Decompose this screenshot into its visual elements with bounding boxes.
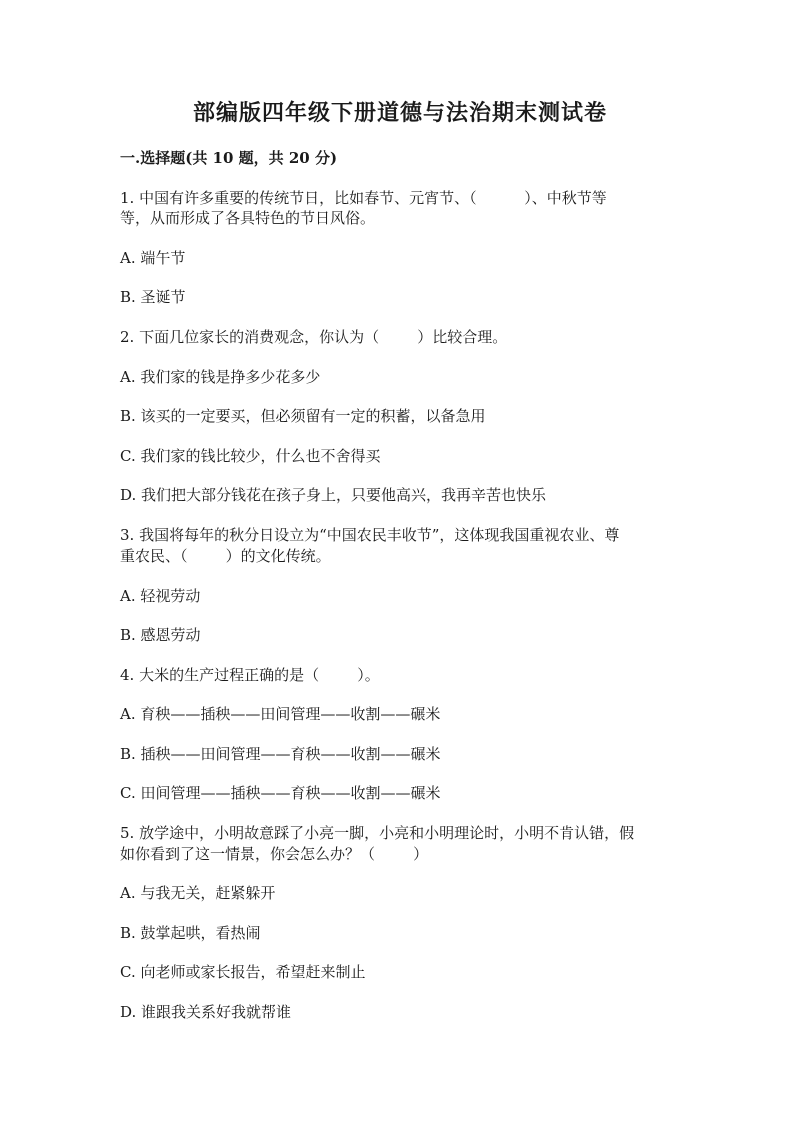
section-heading: 一.选择题(共 10 题，共 20 分): [120, 149, 338, 167]
question-1-option-b: B. 圣诞节: [120, 288, 186, 306]
question-5-option-d: D. 谁跟我关系好我就帮谁: [120, 1003, 292, 1021]
question-3-stem-line-1: 3. 我国将每年的秋分日设立为“中国农民丰收节”，这体现我国重视农业、尊: [120, 526, 620, 544]
question-5-option-c: C. 向老师或家长报告，希望赶来制止: [120, 963, 366, 981]
question-5-stem-line-2: 如你看到了这一情景，你会怎么办？（ ）: [120, 845, 429, 863]
question-2-stem-line-1: 2. 下面几位家长的消费观念，你认为（ ）比较合理。: [120, 328, 508, 346]
question-3-option-a: A. 轻视劳动: [120, 587, 201, 605]
question-4-option-b: B. 插秧——田间管理——育秧——收割——碾米: [120, 745, 441, 763]
question-4-option-a: A. 育秧——插秧——田间管理——收割——碾米: [120, 705, 441, 723]
question-3-stem-line-2: 重农民、（ ）的文化传统。: [120, 547, 331, 565]
question-1-option-a: A. 端午节: [120, 249, 186, 267]
question-3-option-b: B. 感恩劳动: [120, 626, 201, 644]
question-2-option-a: A. 我们家的钱是挣多少花多少: [120, 368, 321, 386]
question-2-option-c: C. 我们家的钱比较少，什么也不舍得买: [120, 447, 381, 465]
question-4-stem-line-1: 4. 大米的生产过程正确的是（ ）。: [120, 666, 380, 684]
question-2-option-b: B. 该买的一定要买，但必须留有一定的积蓄，以备急用: [120, 407, 486, 425]
question-4-option-c: C. 田间管理——插秧——育秧——收割——碾米: [120, 784, 441, 802]
question-1-stem-line-2: 等，从而形成了各具特色的节日风俗。: [120, 209, 376, 227]
question-5-option-b: B. 鼓掌起哄，看热闹: [120, 924, 261, 942]
page-title: 部编版四年级下册道德与法治期末测试卷: [192, 100, 607, 126]
question-5-stem-line-1: 5. 放学途中，小明故意踩了小亮一脚，小亮和小明理论时，小明不肯认错，假: [120, 824, 635, 842]
question-5-option-a: A. 与我无关，赶紧躲开: [120, 884, 276, 902]
question-1-stem-line-1: 1. 中国有许多重要的传统节日，比如春节、元宵节、（ ）、中秋节等: [120, 189, 607, 207]
question-2-option-d: D. 我们把大部分钱花在孩子身上，只要他高兴，我再辛苦也快乐: [120, 486, 547, 504]
